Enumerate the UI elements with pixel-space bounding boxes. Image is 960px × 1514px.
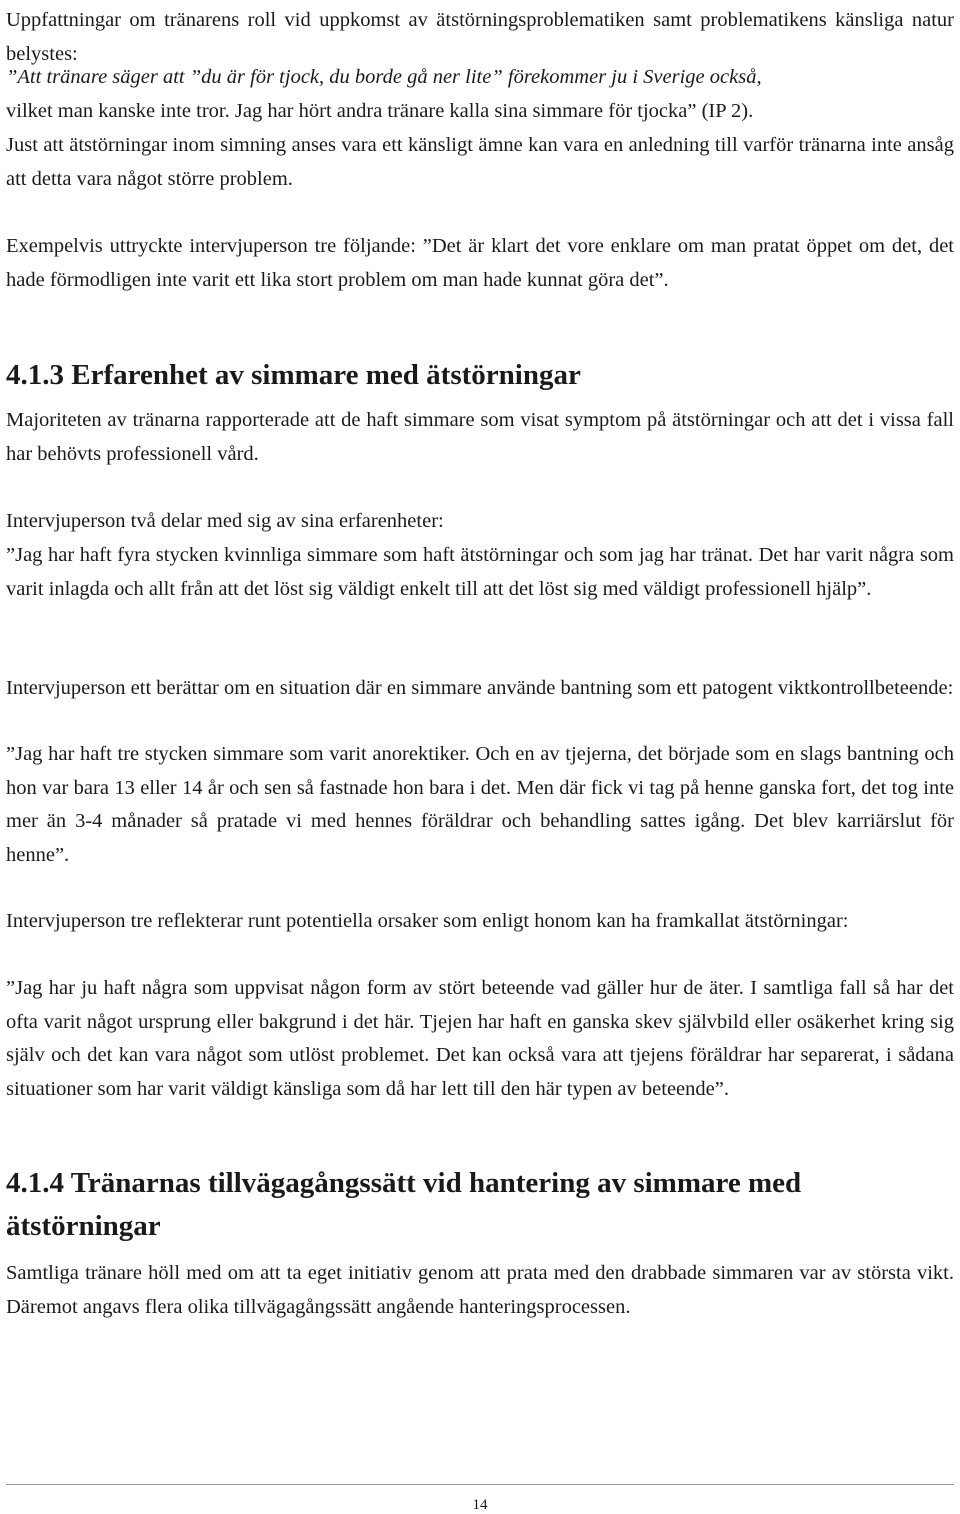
- page-number: 14: [472, 1497, 488, 1513]
- paragraph-coach-role-intro: Uppfattningar om tränarens roll vid uppkomst av ätstörningsproblematiken samt problematikens känsliga natur belystes:: [6, 9, 954, 65]
- paragraph-ip3-quote: Exempelvis uttryckte intervjuperson tre följande: ”Det är klart det vore enklare om man pratat öppet om det, det hade förmodligen inte varit ett lika stort problem om man hade kunnat göra det”.: [6, 235, 954, 291]
- quote-ip2-continued: vilket man kanske inte tror. Jag har hört andra tränare kalla sina simmare för tjocka” (IP 2).: [6, 100, 754, 122]
- heading-4-1-3: 4.1.3 Erfarenhet av simmare med ätstörningar: [6, 359, 581, 391]
- quote-ip1-anorexia: ”Jag har haft tre stycken simmare som varit anorektiker. Och en av tjejerna, det började som en slags bantning och hon var bara 13 eller 14 år och sen så fastnade hon bara i det. Men där fick vi tag på henne ganska fort, det tog inte mer än 3-4 månader så pratade vi med hennes föräldrar och behandling sattes igång. Det blev karriärslut för henne”.: [6, 743, 954, 866]
- quote-ip3-causes: ”Jag har ju haft några som uppvisat någon form av stört beteende vad gäller hur de äter. I samtliga fall så har det ofta varit något ursprung eller bakgrund i det här. Tjejen har haft en ganska skev självbild eller osäkerhet kring sig själv och det kan vara något som utlöst problemet. Det kan också vara att tjejens föräldrar har separerat, i sådana situationer som har varit väldigt känsliga som då har lett till den här typen av beteende”.: [6, 977, 954, 1100]
- paragraph-majority-symptoms: Majoriteten av tränarna rapporterade att de haft simmare som visat symptom på ätstörningar och att det i vissa fall har behövts professionell vård.: [6, 409, 954, 465]
- quote-italic-ip2: ”Att tränare säger att ”du är för tjock, du borde gå ner lite” förekommer ju i Sverige också,: [6, 66, 762, 88]
- quote-ip2-experiences: ”Jag har haft fyra stycken kvinnliga simmare som haft ätstörningar och som jag har tränat. Det har varit några som varit inlagda och allt från att det löst sig väldigt enkelt till att det löst sig med väldigt professionell hjälp”.: [6, 544, 954, 600]
- heading-4-1-4: 4.1.4 Tränarnas tillvägagångssätt vid hantering av simmare med ätstörningar: [6, 1167, 802, 1242]
- paragraph-ip3-intro: Intervjuperson tre reflekterar runt potentiella orsaker som enligt honom kan ha framkallat ätstörningar:: [6, 910, 849, 932]
- paragraph-ip2-intro: Intervjuperson två delar med sig av sina erfarenheter:: [6, 510, 444, 532]
- footer-divider: [6, 1484, 954, 1485]
- paragraph-ip1-intro: Intervjuperson ett berättar om en situation där en simmare använde bantning som ett patogent viktkontrollbeteende:: [6, 677, 954, 699]
- paragraph-sensitive-topic: Just att ätstörningar inom simning anses vara ett känsligt ämne kan vara en anledning till varför tränarna inte ansåg att detta vara något större problem.: [6, 134, 954, 190]
- paragraph-own-initiative: Samtliga tränare höll med om att ta eget initiativ genom att prata med den drabbade simmaren var av största vikt. Däremot angavs flera olika tillvägagångssätt angående hanteringsprocessen.: [6, 1262, 954, 1318]
